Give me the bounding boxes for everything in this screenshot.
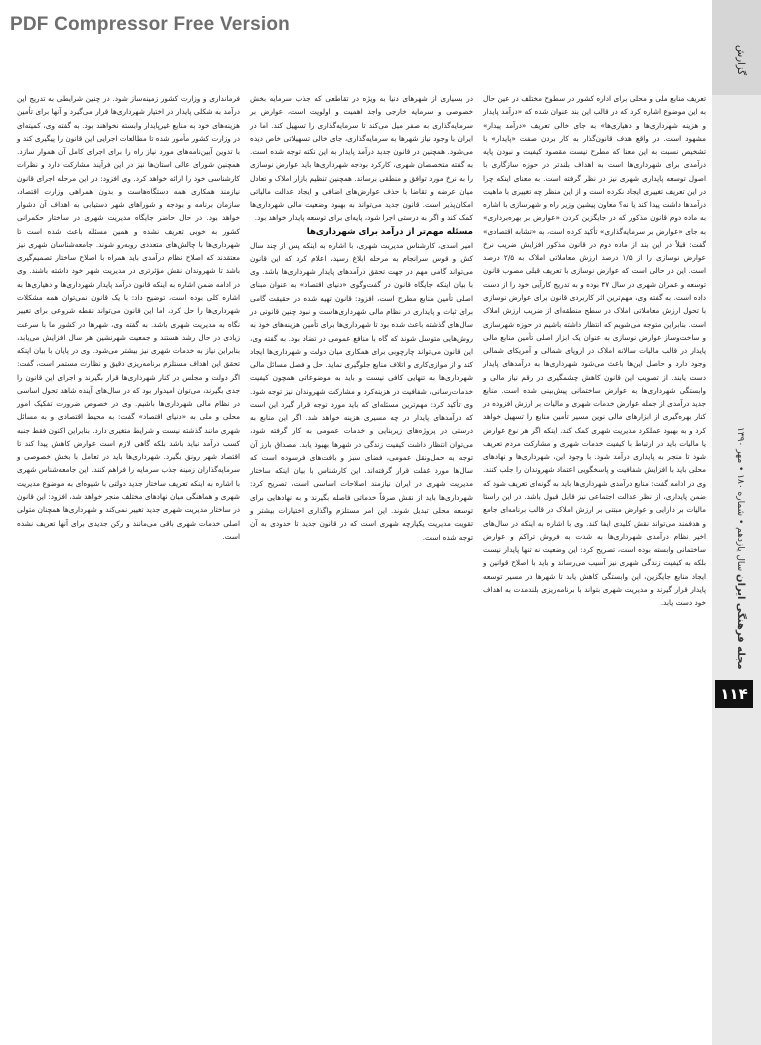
right-sidebar [712, 0, 761, 1045]
article-column-right [483, 92, 706, 609]
issue-line: سال یازدهم • شماره ۱۸۰ • مهر ۱۳۹۰ [735, 426, 745, 571]
column-left-text: فرمانداری و وزارت کشور زمینه‌ساز شود. در چنین شرایطی به تدریج این درآمد به شکلی پایدار در اختیار شهرداری‌ها قرار می‌گیرد و آنها برای تأمین هزینه‌های خود به منابع غیرپایدار وابسته نخواهند بود. به گفته وی، کمیته‌ای در وزارت کشور مأمور شده تا مطالعات اجرایی این قانون را پیگیری کند و با تدوین آیین‌نامه‌های مورد نیاز راه را برای اجرای کامل آن هموار سازد. همچنین شورای عالی استان‌ها نیز در این فرآیند مشارکت دارد و نظرات کارشناسی خود را ارائه خواهد کرد. وی افزود: در این مرحله اجرای قانون نیازمند همکاری همه دستگاه‌هاست و بدون همراهی وزارت اقتصاد، سازمان برنامه و بودجه و شوراهای شهر دستیابی به اهداف آن دشوار خواهد بود. در حال حاضر جایگاه مدیریت شهری در ساختار حکمرانی کشور به خوبی تعریف نشده و همین مسئله باعث شده است تا شهرداری‌ها با چالش‌های متعددی روبه‌رو شوند. جامعه‌شناسان شهری نیز معتقدند که اصلاح نظام درآمدی باید همراه با اصلاح ساختار تصمیم‌گیری باشد تا شهروندان نقش مؤثرتری در مدیریت شهر خود داشته باشند. وی در ادامه ضمن اشاره به اینکه قانون درآمد پایدار شهرداری‌ها و دهیاری‌ها به اشاره کلی بوده است، توضیح داد: با یک قانون نمی‌توان همه مشکلات شهرداری‌ها را حل کرد، اما این قانون می‌تواند نقطه شروعی برای تغییر نگاه به مدیریت شهری باشد. به گفته وی، شهرها در کشور ما با سرعت زیادی در حال رشد هستند و جمعیت شهرنشین هر سال افزایش می‌یابد، بنابراین نیاز به خدمات شهری نیز بیشتر می‌شود. وی در پایان با بیان اینکه تحقق این اهداف مستلزم برنامه‌ریزی دقیق و نظارت مستمر است، گفت: اگر دولت و مجلس در کنار شهرداری‌ها قرار بگیرند و اجرای این قانون را جدی بگیرند، می‌توان امیدوار بود که در سال‌های آینده شاهد تحول اساسی در نظام مالی شهرداری‌ها باشیم. وی در خصوص ضرورت تفکیک امور محلی و ملی به «دنیای اقتصاد» گفت: به محیط اقتصادی و به مسائل شهری مانند گذشته نیست و شرایط متغیری دارد. بنابراین اکنون فقط جنبه کسب درآمد نباید باشد بلکه گاهی لازم است عوارض کاهش پیدا کند تا اقتصاد شهر رونق بگیرد. شهرداری‌ها باید در تعامل با بخش خصوصی و سرمایه‌گذاران زمینه جذب سرمایه را فراهم کنند. این جامعه‌شناس شهری با اشاره به اینکه تعریف ساختار جدید دولتی با شیوه‌ای به موضوع مدیریت شهری و هماهنگی میان نهادهای مختلف منجر خواهد شد، افزود: این قانون در ساختار مدیریت شهری جدید تغییر نمی‌کند و شهرداری‌ها همچنان متولی اصلی خدمات شهری باقی می‌مانند و رکن جدیدی برای آنها تعریف نشده است. [16, 94, 240, 541]
section-subheading: مسئله مهم‌تر از درآمد برای شهرداری‌ها [306, 226, 473, 237]
issue-info [728, 398, 746, 698]
column-middle-top-text: در بسیاری از شهرهای دنیا به ویژه در تقاطعی که جذب سرمایه بخش خصوصی و سرمایه خارجی واجد اهمیت و اولویت است، عوارض بر سرمایه‌گذاری به صفر میل می‌کند تا سرمایه‌گذاری را تسهیل کند. اما در ایران با وجود نیاز شهرها به سرمایه‌گذاری، جای خالی تسهیلاتی خاص دیده می‌شود. همچنین در قانون جدید درآمد پایدار به این نکته توجه شده است. به گفته متخصصان شهری، کارکرد بودجه شهرداری‌ها باید عوارض نوسازی را به نرخ مورد توافق و منطقی برساند. همچنین تنظیم بازار املاک و تعادل میان عرضه و تقاضا با حذف عوارض‌های اضافی و ایجاد عدالت مالیاتی امکان‌پذیر است. قانون جدید می‌تواند به بهبود وضعیت مالی شهرداری‌ها کمک کند و اگر به درستی اجرا شود، پایه‌ای برای توسعه پایدار خواهد بود. [250, 94, 473, 223]
page-number: ۱۱۴ [715, 680, 753, 708]
column-right-text: تعریف منابع ملی و محلی برای اداره کشور در سطوح مختلف در عین حال به این موضوع اشاره کرد که در قالب این بند عنوان شده که «درآمد پایدار و هزینه شهرداری‌ها و دهیاری‌ها» به جای خالی تعریف «درآمد پیدار» مشهود است. در واقع هدف قانون‌گذار به کار بردن صفت «پایدار» با تشخیص نسبت به این معنا که مطرح نیست مقصود کیفیت و نبودن پایه درآمدی برای شهرداری‌ها است به اهداف بلندتر در حوزه سازگاری با اصول توسعه پایداری شهری نیز در نظر گرفته است. به معنای اینکه چرا در این تعریف تغییری ایجاد نکرده است و از این منظر چه تغییری با ماهیت درآمدها داشت پیدا کند یا نه؟ معاون پیشین وزیر راه و شهرسازی با اشاره به ماده دوم قانون مذکور که در جایگزین کردن «عوارض بر بهره‌برداری» به جای «عوارض بر سرمایه‌گذاری» تأکید کرده است، به «تشابه اقتصادی» گفت: قبلاً در این بند از ماده دوم در قانون مذکور افزایش ضریب نرخ عوارض نوسازی را از ۱/۵ درصد ارزش معاملاتی املاک به ۲/۵ درصد است. این در حالی است که عوارض نوسازی با تعریف قبلی مصوب قانون توسعه و عمران شهری در سال ۴۷ بوده و به تدریج کارآیی خود را از دست داده است. به گفته وی، مهم‌ترین اثر کاربردی قانون برای عوارض نوسازی با تحول ارزش معاملاتی املاک در سطح منطقه‌ای از ضریب ارزش املاک است. بنابراین متوجه می‌شویم که انتظار داشته باشیم در حوزه شهرسازی و ساخت‌وساز عوارض نوسازی به عنوان یک ابزار اصلی تأمین منابع مالی پایدار در قالب مالیات سالانه املاک در اروپای شمالی و آمریکای شمالی وجود دارد و حاصل این‌ها باعث می‌شود شهرداری‌ها به درآمدهای پایدار دست یابند. از تصویب این قانون کاهش چشمگیری در رقم نیاز مالی و وابستگی شهرداری‌ها به عوارض ساختمانی پیش‌بینی شده است. منابع جدید درآمدی از جمله عوارض خدمات شهری و مالیات بر ارزش افزوده در کنار بهره‌گیری از ابزارهای مالی نوین مسیر تأمین منابع را تسهیل خواهد کرد و به بهبود عملکرد مدیریت شهری کمک کند. اینکه اگر هر نوع عوارض یا مالیات باید در ارتباط با کیفیت خدمات شهری و مشارکت مردم تعریف شود تا منجر به پایداری درآمد شود. با وجود این، شهرداری‌ها و نهادهای محلی باید با افزایش شفافیت و پاسخگویی اعتماد شهروندان را جلب کنند. وی در ادامه گفت: منابع درآمدی شهرداری‌ها باید به گونه‌ای تعریف شود که ضمن پایداری، از نظر عدالت اجتماعی نیز قابل قبول باشد. در این راستا مالیات بر دارایی و عوارض مبتنی بر ارزش املاک در قالب برنامه‌ای جامع و هدفمند می‌تواند نقش کلیدی ایفا کند. وی با اشاره به اینکه در سال‌های اخیر نظام درآمدی شهرداری‌ها به شدت به فروش تراکم و عوارض ساختمانی وابسته بوده است، تصریح کرد: این وضعیت نه تنها پایدار نیست بلکه به کیفیت زندگی شهری نیز آسیب می‌رساند و باید با اصلاح قوانین و ایجاد منابع جایگزین، این وابستگی کاهش یابد تا شهرها در مسیر توسعه پایدار قرار گیرند و مدیریت شهری بتواند با برنامه‌ریزی بلندمدت به اهداف خود دست یابد. [482, 94, 707, 608]
section-tab [712, 0, 761, 95]
watermark-text: PDF Compressor Free Version [10, 14, 290, 35]
article-column-middle [250, 92, 473, 544]
column-middle-bottom-text: امیر اسدی، کارشناس مدیریت شهری، با اشاره به اینکه پس از چند سال کش و قوس سرانجام به مرحله ابلاغ رسید، اعلام کرد که این قانون می‌تواند گامی مهم در جهت تحقق درآمدهای پایدار شهرداری‌ها باشد. وی با بیان اینکه جایگاه قانون در گفت‌وگوی «دنیای اقتصاد» به عنوان مبنای اصلی تأمین منابع مطرح است، افزود: قانون تهیه شده در حقیقت گامی برای ثبات و پایداری در نظام مالی شهرداری‌هاست و نبود چنین قانونی در سال‌های گذشته باعث شده بود تا شهرداری‌ها برای تأمین هزینه‌های خود به روش‌هایی متوسل شوند که گاه با منافع عمومی در تضاد بود. به گفته وی، این قانون می‌تواند چارچوبی برای همکاری میان دولت و شهرداری‌ها ایجاد کند و از موازی‌کاری و اتلاف منابع جلوگیری نماید. حل و فصل مسائل مالی شهرداری‌ها به تنهایی کافی نیست و باید به موضوعاتی همچون کیفیت خدمات‌رسانی، شفافیت در هزینه‌کرد و مشارکت شهروندان نیز توجه شود. وی تأکید کرد: مهم‌ترین مسئله‌ای که باید مورد توجه قرار گیرد این است که درآمدهای پایدار در چه مسیری هزینه خواهد شد. اگر این منابع به درستی در پروژه‌های زیربنایی و خدمات عمومی به کار گرفته شود، می‌توان انتظار داشت کیفیت زندگی در شهرها بهبود یابد. مصداق بارز آن توجه به حمل‌ونقل عمومی، فضای سبز و بافت‌های فرسوده است که سال‌ها مورد غفلت قرار گرفته‌اند. این کارشناس با بیان اینکه ساختار مدیریت شهری در ایران نیازمند اصلاحات اساسی است، تصریح کرد: شهرداری‌ها باید از نقش صرفاً خدماتی فاصله بگیرند و به نهادهایی برای توسعه محلی تبدیل شوند. این امر مستلزم واگذاری اختیارات بیشتر و تقویت مدیریت یکپارچه شهری است که در قانون جدید تا حدودی به آن توجه شده است. [250, 240, 473, 542]
journal-name: مجله فرهنگی ايران [735, 573, 746, 670]
article-column-left [17, 92, 240, 543]
section-label: گزارش [735, 44, 746, 76]
